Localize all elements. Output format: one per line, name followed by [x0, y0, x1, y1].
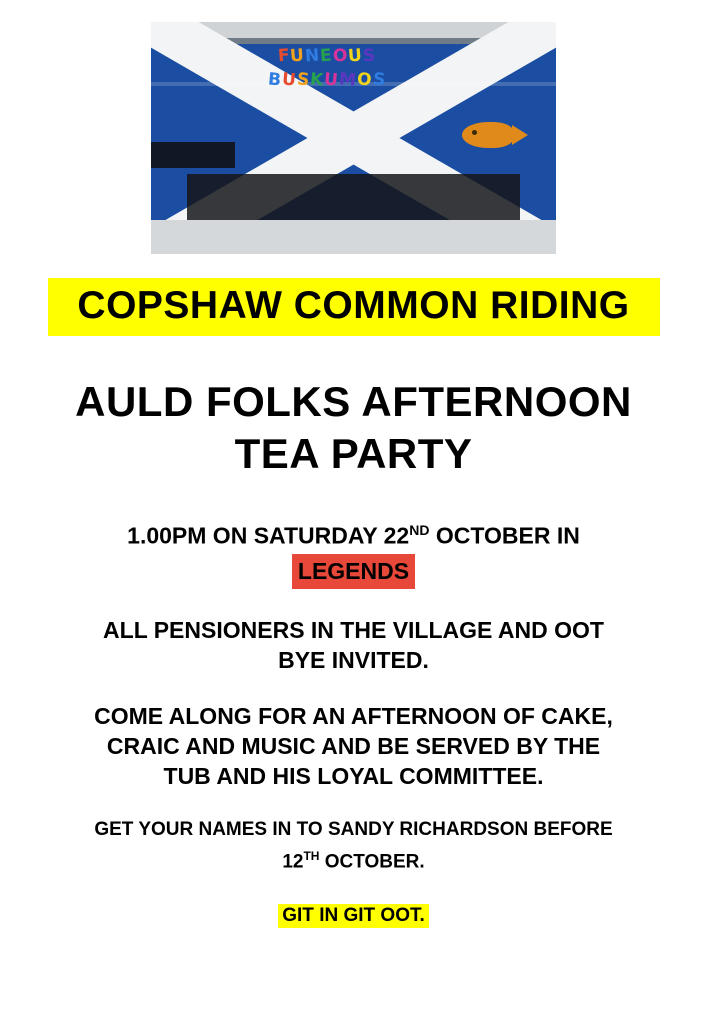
event-headline-line1: AULD FOLKS AFTERNOON	[75, 378, 632, 425]
poster	[0, 22, 707, 1022]
rsvp-ordinal-suffix: TH	[303, 848, 320, 863]
event-venue: LEGENDS	[292, 554, 415, 589]
rsvp-line2	[34, 843, 674, 875]
event-venue-row	[34, 552, 674, 589]
flag-graphic	[151, 22, 556, 254]
event-datetime-line	[34, 514, 674, 552]
event-headline-line2: TEA PARTY	[234, 430, 473, 477]
body-line2: CRAIC AND MUSIC AND BE SERVED BY THE	[106, 732, 601, 759]
rsvp-line1: GET YOUR NAMES IN TO SANDY RICHARDSON BEFORE	[94, 818, 613, 840]
rsvp-deadline-day: 12	[282, 850, 304, 872]
cutout-letters	[237, 44, 417, 92]
photo-dark-patch-left	[151, 142, 235, 168]
body-text	[34, 701, 674, 791]
page-title-text: COPSHAW COMMON RIDING	[48, 278, 660, 336]
rsvp-deadline-month: OCTOBER.	[319, 850, 425, 872]
page-title	[48, 278, 660, 336]
invitation-line2: BYE INVITED.	[278, 646, 429, 673]
event-datetime	[34, 514, 674, 589]
date-ordinal-suffix: ND	[409, 522, 430, 538]
cutout-letters-line1: FUNEOUS	[276, 45, 378, 67]
body-line3: TUB AND HIS LOYAL COMMITTEE.	[163, 762, 544, 789]
footer-slogan	[34, 905, 674, 927]
footer-slogan-text: GIT IN GIT OOT.	[278, 904, 429, 928]
body-line1: COME ALONG FOR AN AFTERNOON OF CAKE,	[94, 702, 613, 729]
photo-dark-band	[187, 174, 520, 220]
event-headline	[34, 376, 674, 480]
event-location-prefix: OCTOBER IN	[429, 522, 580, 549]
event-time-date: 1.00PM ON SATURDAY 22	[127, 522, 410, 549]
cutout-letters-line2: BUSKUMOS	[267, 69, 387, 91]
invitation-line1: ALL PENSIONERS IN THE VILLAGE AND OOT	[103, 616, 604, 643]
fish-eye-icon	[472, 130, 477, 135]
rsvp-text	[34, 817, 674, 875]
invitation-text	[34, 615, 674, 675]
saltire-flag-photo	[151, 22, 556, 254]
fish-decoration-icon	[462, 122, 514, 148]
photo-bottom-edge	[151, 220, 556, 254]
